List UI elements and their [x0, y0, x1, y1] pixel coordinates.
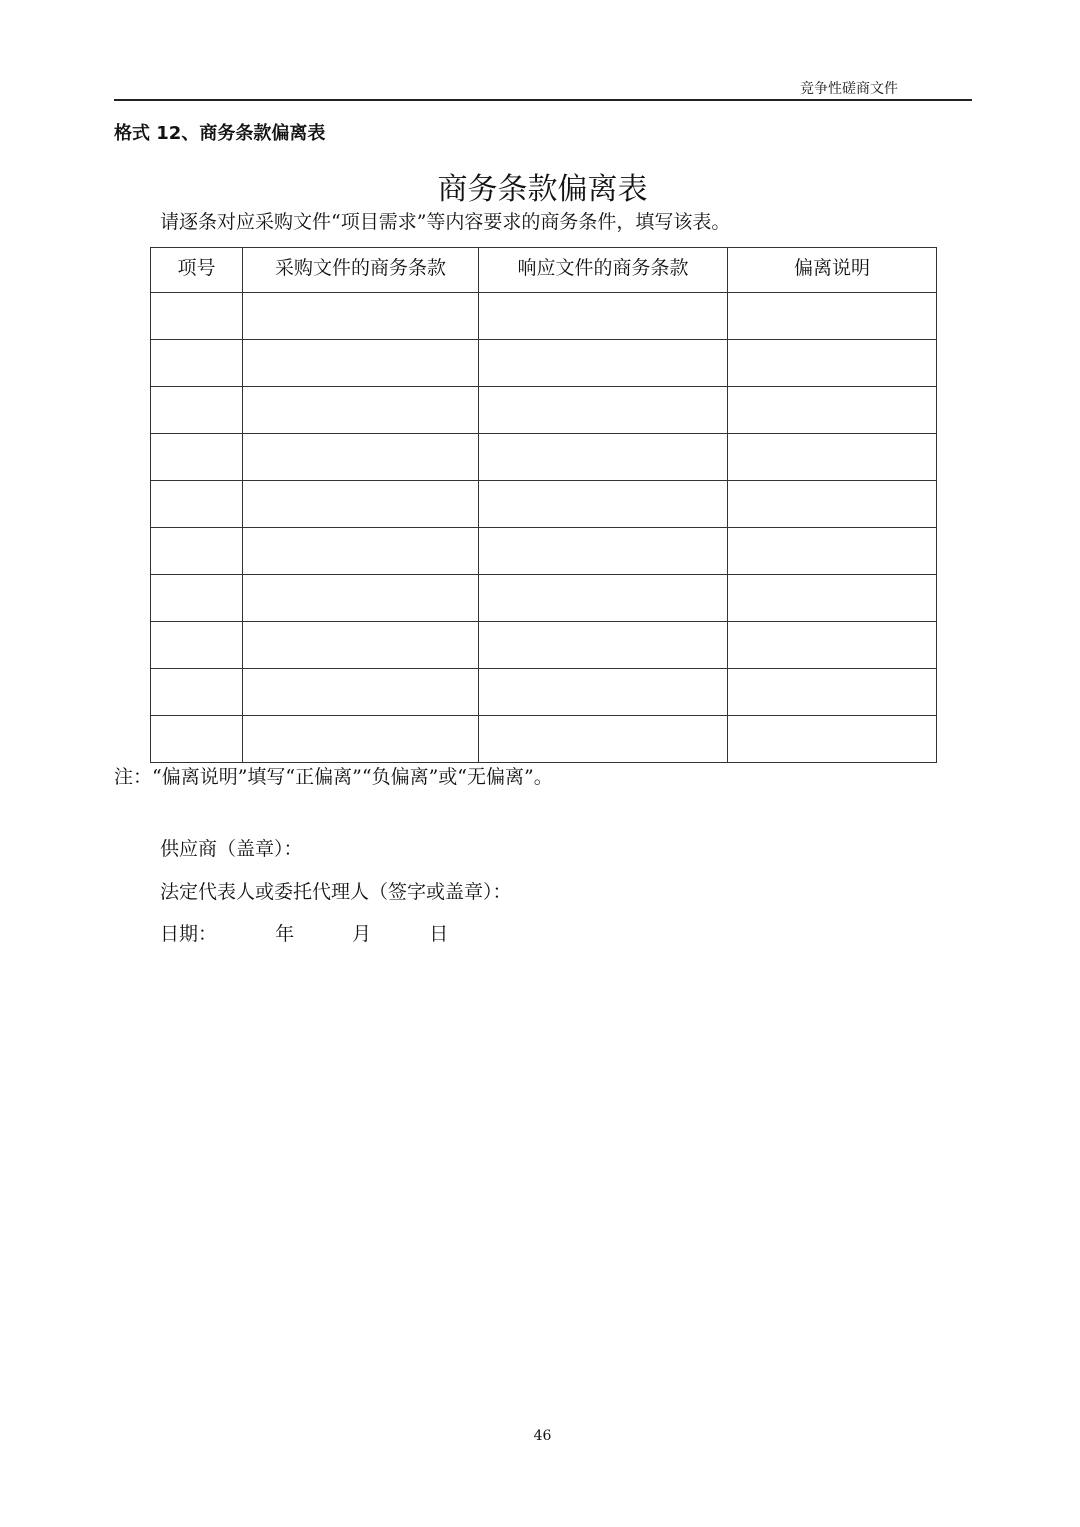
- table-cell: [151, 481, 243, 528]
- table-row: [151, 622, 937, 669]
- table-cell: [151, 434, 243, 481]
- table-row: [151, 575, 937, 622]
- table-cell: [728, 669, 937, 716]
- table-cell: [243, 575, 479, 622]
- table-cell: [151, 340, 243, 387]
- table-cell: [728, 434, 937, 481]
- format-heading: 格式 12、商务条款偏离表: [114, 123, 326, 144]
- table-cell: [728, 387, 937, 434]
- table-cell: [479, 481, 728, 528]
- supplier-seal-line: 供应商（盖章）：: [160, 838, 303, 860]
- col-item-no: 项号: [151, 248, 243, 293]
- table-cell: [243, 481, 479, 528]
- table-cell: [728, 575, 937, 622]
- table-cell: [479, 293, 728, 340]
- table-cell: [151, 669, 243, 716]
- date-label: 日期：: [160, 923, 218, 945]
- intro-text: 请逐条对应采购文件“项目需求”等内容要求的商务条件，填写该表。: [160, 211, 731, 233]
- table-cell: [728, 528, 937, 575]
- col-deviation-note: 偏离说明: [728, 248, 937, 293]
- deviation-table: [150, 247, 937, 763]
- representative-sign-line: 法定代表人或委托代理人（签字或盖章）：: [160, 881, 512, 903]
- table-cell: [151, 528, 243, 575]
- table-row: [151, 340, 937, 387]
- table-cell: [243, 434, 479, 481]
- note-text: 注：“偏离说明”填写“正偏离”“负偏离”或“无偏离”。: [114, 766, 553, 788]
- table-cell: [728, 622, 937, 669]
- table-cell: [728, 481, 937, 528]
- table-row: [151, 669, 937, 716]
- table-cell: [479, 340, 728, 387]
- table-cell: [479, 434, 728, 481]
- table-cell: [151, 387, 243, 434]
- table-cell: [151, 622, 243, 669]
- table-row: [151, 716, 937, 763]
- table-cell: [243, 293, 479, 340]
- table-row: [151, 481, 937, 528]
- table-cell: [151, 293, 243, 340]
- table-cell: [728, 716, 937, 763]
- table-cell: [728, 293, 937, 340]
- page-title: 商务条款偏离表: [437, 172, 648, 207]
- table-cell: [479, 528, 728, 575]
- table-cell: [479, 387, 728, 434]
- table-row: [151, 387, 937, 434]
- table-cell: [479, 622, 728, 669]
- date-line: [160, 919, 448, 946]
- table-cell: [728, 340, 937, 387]
- table-row: [151, 528, 937, 575]
- col-response-terms: 响应文件的商务条款: [479, 248, 728, 293]
- table-cell: [151, 716, 243, 763]
- table-cell: [479, 669, 728, 716]
- col-procurement-terms: 采购文件的商务条款: [243, 248, 479, 293]
- month-label: 月: [352, 923, 372, 945]
- table-cell: [243, 387, 479, 434]
- table-row: [151, 434, 937, 481]
- year-label: 年: [275, 923, 295, 945]
- table-cell: [243, 528, 479, 575]
- running-header: 竞争性磋商文件: [800, 81, 898, 97]
- table-cell: [151, 575, 243, 622]
- table-row: [151, 293, 937, 340]
- page-number: 46: [533, 1428, 552, 1444]
- table-cell: [243, 669, 479, 716]
- table-cell: [243, 622, 479, 669]
- header-rule: [114, 99, 972, 101]
- day-label: 日: [429, 923, 449, 945]
- table-cell: [479, 716, 728, 763]
- table-cell: [479, 575, 728, 622]
- table-cell: [243, 716, 479, 763]
- table-cell: [243, 340, 479, 387]
